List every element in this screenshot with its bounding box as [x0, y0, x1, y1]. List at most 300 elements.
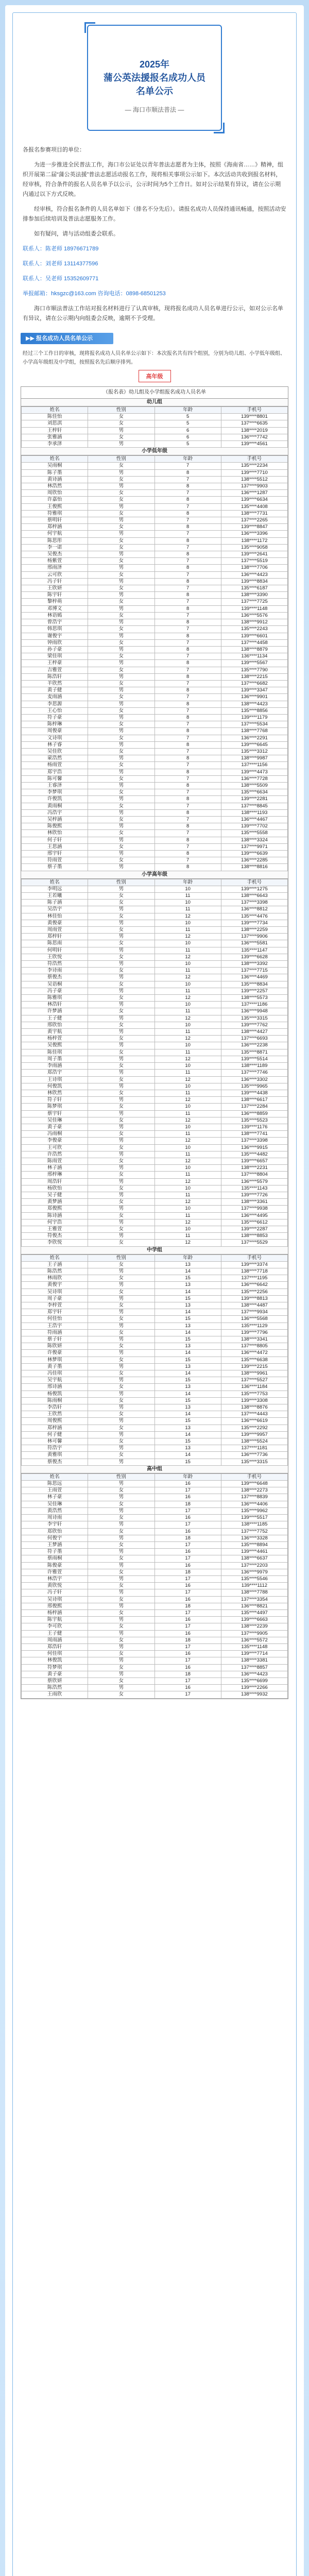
table-row — [22, 497, 288, 503]
table-cell: 139****2215 — [221, 1363, 287, 1370]
table-cell: 林雨欣 — [22, 1275, 88, 1282]
table-cell: 男 — [88, 755, 154, 762]
table-cell: 139****7714 — [221, 1651, 287, 1657]
table-row — [22, 1445, 288, 1452]
contact-3: 联系人：吴老师 15352609771 — [23, 276, 99, 282]
table-cell: 女 — [88, 414, 154, 420]
table-cell: 11 — [154, 893, 221, 900]
table-cell: 许浩然 — [22, 1151, 88, 1158]
table-cell: 男 — [88, 441, 154, 448]
table-cell: 许雅萱 — [22, 1569, 88, 1575]
table-cell: 17 — [154, 1657, 221, 1664]
table-cell: 7 — [154, 503, 221, 510]
table-cell: 139****8847 — [221, 524, 287, 531]
table-cell: 136****1287 — [221, 490, 287, 497]
table-cell: 陈俊熙 — [22, 823, 88, 830]
table-cell: 女 — [88, 667, 154, 673]
table-cell: 女 — [88, 1501, 154, 1507]
table-cell: 7 — [154, 694, 221, 701]
table-row — [22, 1008, 288, 1015]
table-cell: 16 — [154, 1685, 221, 1691]
table-cell: 吴俊熙 — [22, 1042, 88, 1049]
table-cell: 14 — [154, 1309, 221, 1316]
table-cell: 136****3302 — [221, 1076, 287, 1083]
table-cell: 女 — [88, 1117, 154, 1124]
table-cell: 135****8894 — [221, 1541, 287, 1548]
table-cell: 女 — [88, 857, 154, 864]
table-cell: 137****5527 — [221, 1377, 287, 1384]
table-cell: 郑梓涵 — [22, 1425, 88, 1431]
table-cell: 138****2215 — [221, 673, 287, 680]
table-cell: 林可馨 — [22, 1438, 88, 1445]
table-cell: 男 — [88, 1549, 154, 1555]
table-row — [22, 469, 288, 476]
table-cell: 文诗琪 — [22, 735, 88, 741]
table-cell: 女 — [88, 626, 154, 633]
table-cell: 137****9938 — [221, 1206, 287, 1212]
table-cell: 男 — [88, 1336, 154, 1343]
table-cell: 12 — [154, 995, 221, 1002]
table-cell: 男 — [88, 1562, 154, 1569]
table-cell: 符子豪 — [22, 714, 88, 721]
table-cell: 17 — [154, 1507, 221, 1514]
table-cell: 13 — [154, 1343, 221, 1350]
table-cell: 135****3315 — [221, 1015, 287, 1022]
table-row — [22, 565, 288, 571]
table-cell: 女 — [88, 981, 154, 988]
table-cell: 8 — [154, 578, 221, 585]
name-list-sheet — [21, 386, 288, 1699]
table-cell: 138****1193 — [221, 809, 287, 816]
table-cell: 14 — [154, 1268, 221, 1275]
table-row — [22, 1609, 288, 1616]
table-row — [22, 1549, 288, 1555]
table-cell: 135****3312 — [221, 748, 287, 755]
table-cell: 10 — [154, 1022, 221, 1028]
table-cell: 李俊豪 — [22, 1138, 88, 1144]
table-row — [22, 1029, 288, 1036]
table-row — [22, 893, 288, 900]
table-cell: 138****1172 — [221, 537, 287, 544]
table-header-row — [22, 456, 288, 463]
table-cell: 黄子健 — [22, 687, 88, 694]
table-cell: 16 — [154, 1617, 221, 1623]
table-cell: 符浩宇 — [22, 1445, 88, 1452]
table-cell: 138****4423 — [221, 701, 287, 707]
table-cell: 杨欣怡 — [22, 1185, 88, 1192]
table-cell: 男 — [88, 1138, 154, 1144]
table-cell: 符俊杰 — [22, 1233, 88, 1240]
table-row — [22, 1370, 288, 1377]
table-cell: 17 — [154, 1691, 221, 1698]
table-cell: 12 — [154, 1117, 221, 1124]
table-cell: 135****6187 — [221, 585, 287, 592]
table-cell: 黄子豪 — [22, 1671, 88, 1677]
table-cell: 周雨萱 — [22, 927, 88, 934]
table-cell: 14 — [154, 1289, 221, 1295]
table-cell: 13 — [154, 1384, 221, 1391]
table-row — [22, 639, 288, 646]
table-cell: 女 — [88, 1131, 154, 1138]
table-row — [22, 864, 288, 871]
table-cell: 男 — [88, 1459, 154, 1465]
table-cell: 女 — [88, 789, 154, 796]
table-cell: 138****8876 — [221, 1404, 287, 1411]
table-cell: 8 — [154, 755, 221, 762]
group-table — [21, 1473, 288, 1699]
table-cell: 李一诺 — [22, 544, 88, 551]
table-cell: 8 — [154, 741, 221, 748]
group-tag-button[interactable]: 高年级 — [139, 370, 171, 382]
table-cell: 8 — [154, 769, 221, 775]
table-cell: 138****7788 — [221, 1589, 287, 1596]
table-cell: 吴子健 — [22, 1192, 88, 1198]
table-cell: 男 — [88, 1192, 154, 1198]
table-cell: 136****8812 — [221, 906, 287, 913]
column-header: 手机号 — [221, 1255, 287, 1261]
table-cell: 138****5509 — [221, 782, 287, 789]
table-cell: 黄浩然 — [22, 1507, 88, 1514]
table-cell: 麦雨涵 — [22, 694, 88, 701]
table-cell: 女 — [88, 1370, 154, 1377]
table-cell: 男 — [88, 1309, 154, 1316]
table-cell: 王可欣 — [22, 1144, 88, 1151]
table-row — [22, 755, 288, 762]
table-cell: 陈诗涵 — [22, 1212, 88, 1219]
table-cell: 男 — [88, 565, 154, 571]
table-cell: 137****2265 — [221, 517, 287, 524]
table-row — [22, 748, 288, 755]
table-row — [22, 947, 288, 954]
table-cell: 15 — [154, 1275, 221, 1282]
table-cell: 10 — [154, 1104, 221, 1110]
table-row — [22, 673, 288, 680]
table-cell: 136****1134 — [221, 653, 287, 660]
table-cell: 8 — [154, 510, 221, 517]
table-cell: 139****2641 — [221, 551, 287, 558]
table-cell: 8 — [154, 537, 221, 544]
contact-2: 联系人：刘老师 13114377596 — [23, 261, 98, 267]
table-cell: 冯子轩 — [22, 1589, 88, 1596]
sheet-title: （报名表）幼儿组及小学组报名成功人员名单 — [21, 387, 288, 399]
table-cell: 王心怡 — [22, 707, 88, 714]
table-cell: 137****9971 — [221, 843, 287, 850]
column-header: 年龄 — [154, 456, 221, 463]
group-heading: 幼儿组 — [21, 399, 288, 406]
table-cell: 王欣妍 — [22, 585, 88, 592]
table-row — [22, 1363, 288, 1370]
table-cell: 138****7706 — [221, 565, 287, 571]
table-cell: 周浩轩 — [22, 1178, 88, 1185]
table-cell: 15 — [154, 1459, 221, 1465]
table-row — [22, 1617, 288, 1623]
table-cell: 8 — [154, 483, 221, 490]
table-cell: 王思涵 — [22, 843, 88, 850]
table-cell: 黄诗涵 — [22, 476, 88, 483]
table-cell: 吉雅萱 — [22, 667, 88, 673]
table-cell: 138****3390 — [221, 592, 287, 599]
table-cell: 男 — [88, 988, 154, 994]
table-cell: 女 — [88, 1623, 154, 1630]
table-cell: 杨俊凯 — [22, 1391, 88, 1397]
table-cell: 蔡宇轩 — [22, 1110, 88, 1117]
table-cell: 李浩轩 — [22, 1404, 88, 1411]
table-cell: 18 — [154, 1535, 221, 1541]
table-cell: 男 — [88, 1391, 154, 1397]
table-cell: 林欣然 — [22, 1090, 88, 1096]
table-cell: 女 — [88, 680, 154, 687]
table-cell: 137****9903 — [221, 483, 287, 490]
table-cell: 男 — [88, 823, 154, 830]
table-cell: 11 — [154, 1008, 221, 1015]
table-row — [22, 633, 288, 639]
table-cell: 女 — [88, 1316, 154, 1323]
group-heading: 小学低年级 — [21, 448, 288, 455]
table-cell: 14 — [154, 1329, 221, 1336]
table-cell: 7 — [154, 612, 221, 619]
table-cell: 黄子豪 — [22, 1124, 88, 1130]
table-cell: 林子涵 — [22, 1165, 88, 1172]
table-cell: 女 — [88, 639, 154, 646]
table-cell: 136****2238 — [221, 1042, 287, 1049]
table-cell: 7 — [154, 639, 221, 646]
table-cell: 林子睿 — [22, 741, 88, 748]
column-header: 姓名 — [22, 456, 88, 463]
table-cell: 138****1189 — [221, 1063, 287, 1070]
table-row — [22, 1042, 288, 1049]
table-cell: 13 — [154, 1445, 221, 1452]
table-row — [22, 1185, 288, 1192]
table-cell: 7 — [154, 558, 221, 565]
table-cell: 何佳怡 — [22, 1316, 88, 1323]
table-cell: 137****7746 — [221, 1070, 287, 1076]
table-cell: 139****7710 — [221, 469, 287, 476]
table-cell: 137****1186 — [221, 1002, 287, 1008]
table-cell: 杨梓萱 — [22, 1036, 88, 1042]
table-cell: 陈雅琪 — [22, 995, 88, 1002]
table-cell: 138****5573 — [221, 995, 287, 1002]
table-row — [22, 1329, 288, 1336]
table-cell: 陈宇轩 — [22, 592, 88, 599]
table-cell: 136****1184 — [221, 1384, 287, 1391]
table-cell: 137****8845 — [221, 803, 287, 809]
table-cell: 135****9965 — [221, 1083, 287, 1090]
table-cell: 139****7762 — [221, 1022, 287, 1028]
table-cell: 8 — [154, 796, 221, 803]
table-row — [22, 1144, 288, 1151]
table-row — [22, 782, 288, 789]
table-cell: 云可欣 — [22, 571, 88, 578]
table-cell: 女 — [88, 1212, 154, 1219]
table-cell: 陈佳怡 — [22, 414, 88, 420]
table-cell: 陈欣妍 — [22, 1343, 88, 1350]
table-row — [22, 1316, 288, 1323]
table-cell: 女 — [88, 612, 154, 619]
table-row — [22, 1357, 288, 1363]
table-cell: 137****9934 — [221, 1309, 287, 1316]
table-row — [22, 1212, 288, 1219]
table-row — [22, 809, 288, 816]
table-cell: 王若曦 — [22, 893, 88, 900]
table-cell: 男 — [88, 1589, 154, 1596]
table-cell: 周诗雨 — [22, 1515, 88, 1521]
table-cell: 139****7702 — [221, 823, 287, 830]
table-cell: 男 — [88, 1110, 154, 1117]
table-cell: 139****6657 — [221, 1158, 287, 1164]
table-cell: 周子墨 — [22, 1056, 88, 1062]
table-cell: 女 — [88, 1302, 154, 1309]
table-cell: 女 — [88, 1049, 154, 1056]
table-cell: 李梓萱 — [22, 1302, 88, 1309]
table-cell: 郑宇浩 — [22, 769, 88, 775]
table-cell: 17 — [154, 1541, 221, 1548]
table-cell: 女 — [88, 1104, 154, 1110]
table-cell: 136****4469 — [221, 974, 287, 981]
table-cell: 8 — [154, 823, 221, 830]
table-cell: 5 — [154, 441, 221, 448]
table-cell: 女 — [88, 1199, 154, 1206]
table-cell: 女 — [88, 803, 154, 809]
column-header: 性别 — [88, 1255, 154, 1261]
table-row — [22, 906, 288, 913]
table-cell: 男 — [88, 592, 154, 599]
table-cell: 女 — [88, 490, 154, 497]
table-row — [22, 427, 288, 434]
table-cell: 16 — [154, 1583, 221, 1589]
table-cell: 男 — [88, 660, 154, 667]
table-cell: 136****8859 — [221, 1110, 287, 1117]
table-cell: 何宇航 — [22, 531, 88, 537]
title-main: 蒲公英法援报名成功人员 — [104, 73, 205, 83]
table-cell: 男 — [88, 961, 154, 968]
table-cell: 138****9961 — [221, 1370, 287, 1377]
table-row — [22, 441, 288, 448]
table-cell: 女 — [88, 537, 154, 544]
table-cell: 136****4423 — [221, 1671, 287, 1677]
table-cell: 男 — [88, 1377, 154, 1384]
table-cell: 李宇轩 — [22, 1521, 88, 1528]
table-cell: 136****3328 — [221, 1535, 287, 1541]
table-row — [22, 1425, 288, 1431]
table-cell: 10 — [154, 1083, 221, 1090]
table-cell: 曾浩宇 — [22, 619, 88, 626]
table-cell: 14 — [154, 1431, 221, 1438]
table-cell: 女 — [88, 775, 154, 782]
table-cell: 女 — [88, 1275, 154, 1282]
table-cell: 139****4438 — [221, 1090, 287, 1096]
table-cell: 吴宇航 — [22, 1377, 88, 1384]
table-row — [22, 510, 288, 517]
table-cell: 15 — [154, 1316, 221, 1323]
table-cell: 14 — [154, 1411, 221, 1418]
table-cell: 李雨涵 — [22, 1063, 88, 1070]
table-cell: 女 — [88, 1596, 154, 1603]
table-cell: 139****8813 — [221, 1295, 287, 1302]
table-cell: 137****8804 — [221, 1172, 287, 1178]
table-cell: 女 — [88, 1691, 154, 1698]
table-row — [22, 1240, 288, 1246]
table-cell: 8 — [154, 633, 221, 639]
table-row — [22, 775, 288, 782]
table-cell: 男 — [88, 1002, 154, 1008]
table-cell: 138****5524 — [221, 1438, 287, 1445]
table-row — [22, 1528, 288, 1535]
table-row — [22, 1002, 288, 1008]
table-cell: 139****2257 — [221, 988, 287, 994]
table-cell: 139****1148 — [221, 605, 287, 612]
table-row — [22, 1637, 288, 1643]
table-row — [22, 1583, 288, 1589]
table-row — [22, 653, 288, 660]
table-row — [22, 1535, 288, 1541]
table-cell: 139****6634 — [221, 497, 287, 503]
table-row — [22, 1350, 288, 1357]
table-cell: 8 — [154, 714, 221, 721]
table-row — [22, 585, 288, 592]
table-row — [22, 1431, 288, 1438]
group-table — [21, 1255, 288, 1466]
table-cell: 10 — [154, 981, 221, 988]
table-row — [22, 823, 288, 830]
table-cell: 7 — [154, 476, 221, 483]
table-row — [22, 968, 288, 974]
table-cell: 139****4461 — [221, 1549, 287, 1555]
table-row — [22, 714, 288, 721]
table-cell: 男 — [88, 1603, 154, 1609]
table-cell: 12 — [154, 954, 221, 960]
table-cell: 10 — [154, 1185, 221, 1192]
table-row — [22, 1657, 288, 1664]
table-cell: 陈思雨 — [22, 940, 88, 947]
table-cell: 女 — [88, 816, 154, 823]
table-cell: 10 — [154, 1144, 221, 1151]
table-cell: 10 — [154, 1226, 221, 1232]
table-cell: 16 — [154, 1481, 221, 1487]
table-cell: 138****8879 — [221, 646, 287, 653]
table-cell: 136****9948 — [221, 1008, 287, 1015]
table-cell: 男 — [88, 483, 154, 490]
table-row — [22, 660, 288, 667]
table-row — [22, 741, 288, 748]
table-cell: 王雅萱 — [22, 1226, 88, 1232]
table-cell: 王梦涵 — [22, 1541, 88, 1548]
table-row — [22, 1651, 288, 1657]
table-row — [22, 551, 288, 558]
table-cell: 11 — [154, 1172, 221, 1178]
table-row — [22, 605, 288, 612]
salutation: 各报名参赛项目的单位： — [23, 147, 85, 153]
table-cell: 男 — [88, 1630, 154, 1637]
table-cell: 女 — [88, 1609, 154, 1616]
table-cell: 王睿泽 — [22, 782, 88, 789]
table-row — [22, 524, 288, 531]
table-cell: 王子健 — [22, 1630, 88, 1637]
table-cell: 136****9915 — [221, 1144, 287, 1151]
table-cell: 8 — [154, 673, 221, 680]
table-cell: 邓博文 — [22, 605, 88, 612]
table-cell: 何俊宇 — [22, 1535, 88, 1541]
table-cell: 135****6699 — [221, 1677, 287, 1684]
table-cell: 男 — [88, 701, 154, 707]
table-row — [22, 974, 288, 981]
contact-1: 联系人：陈老师 18976671789 — [23, 246, 99, 252]
table-cell: 周俊豪 — [22, 728, 88, 735]
table-cell: 137****3354 — [221, 1596, 287, 1603]
table-cell: 138****5512 — [221, 476, 287, 483]
table-row — [22, 1282, 288, 1289]
table-cell: 139****7796 — [221, 1329, 287, 1336]
column-header: 年龄 — [154, 1255, 221, 1261]
